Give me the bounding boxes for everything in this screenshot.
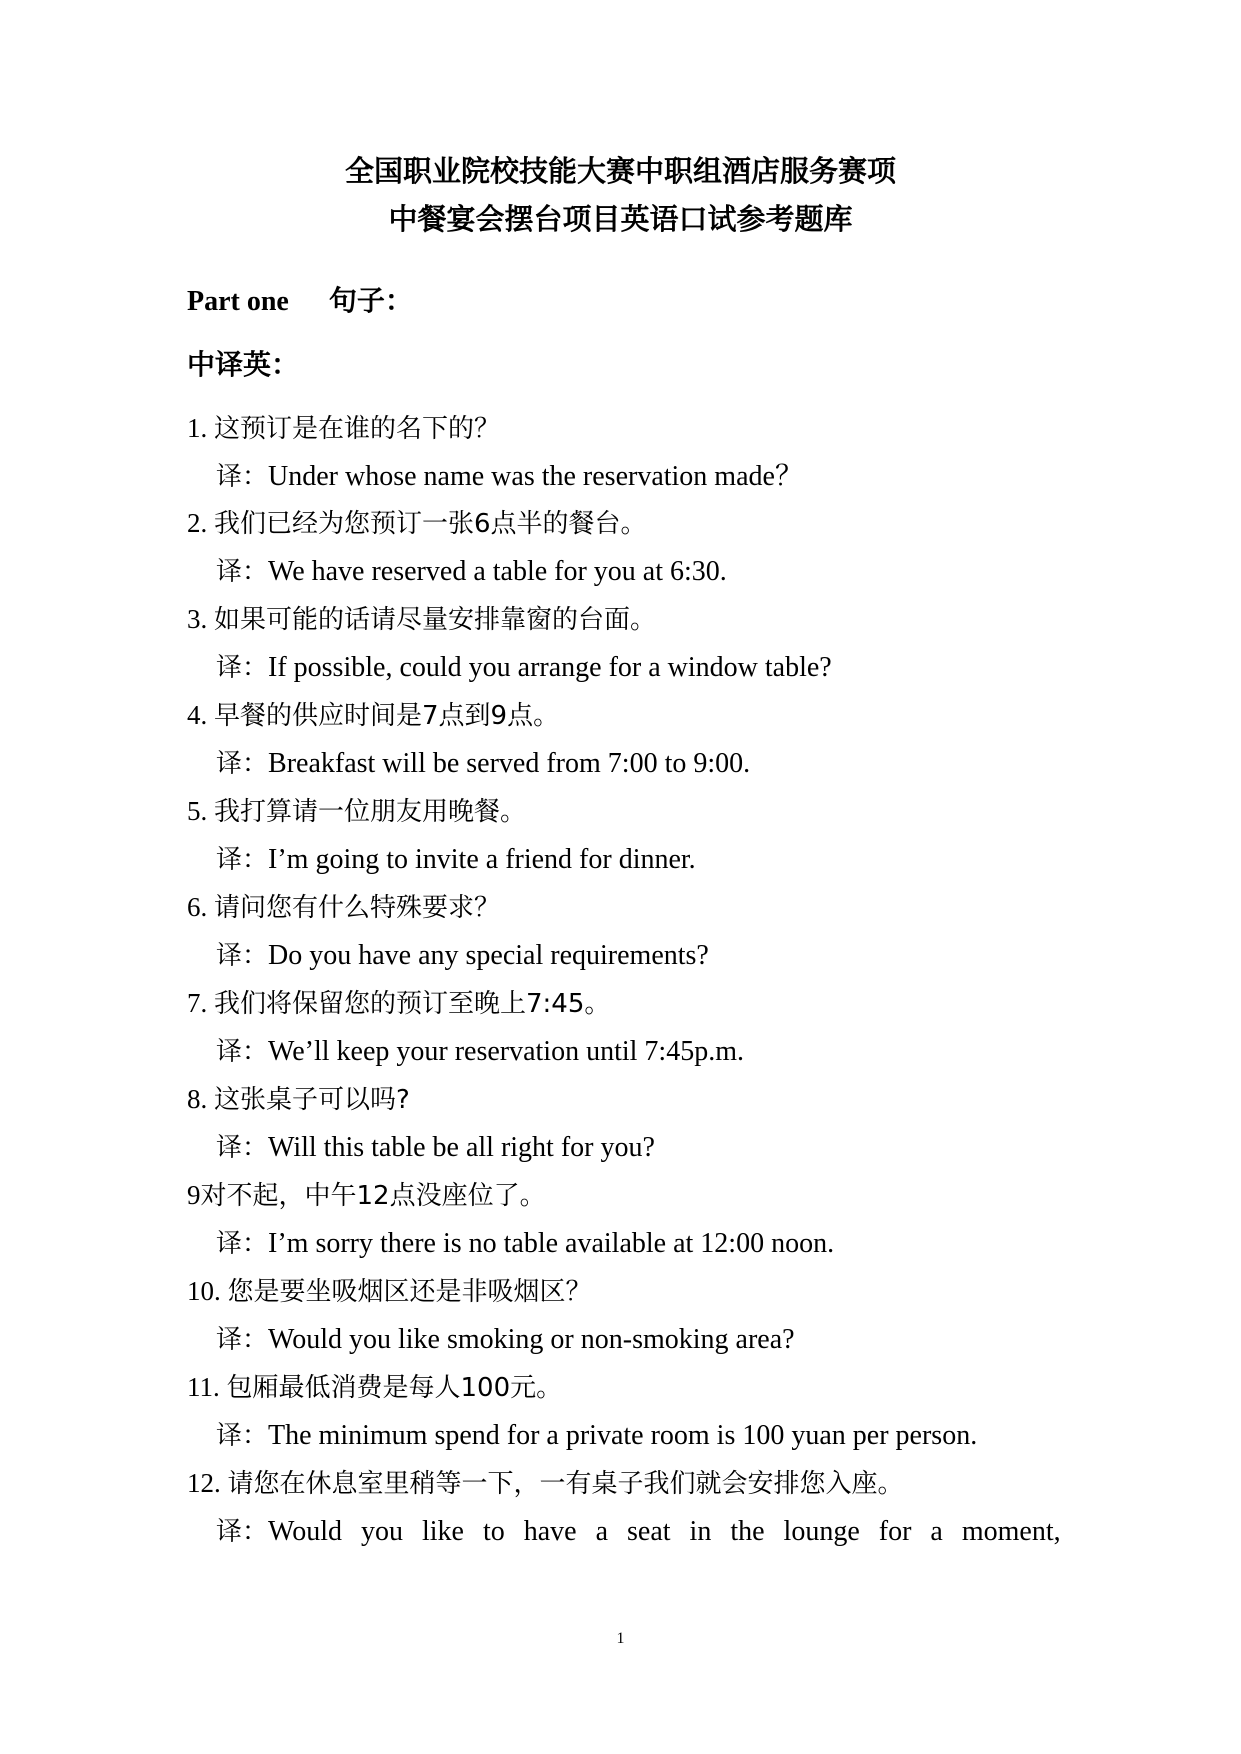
question-3 (187, 601, 656, 638)
answer-2 (216, 553, 727, 590)
answer-prefix: 译： (216, 462, 269, 492)
answer-prefix: 译： (216, 1229, 269, 1259)
answer-text: If possible, could you arrange for a window table? (268, 652, 832, 683)
page-number: 1 (616, 1630, 625, 1647)
part-title: 句子： (328, 284, 413, 317)
answer-10 (216, 1321, 795, 1358)
question-2 (187, 505, 647, 542)
answer-3 (216, 649, 832, 686)
question-9 (187, 1177, 546, 1214)
answer-7 (216, 1033, 744, 1070)
question-text: 我打算请一位朋友用晚餐。 (214, 797, 527, 827)
question-5 (187, 793, 526, 830)
section-heading: 中译英： (187, 348, 300, 381)
question-number: 10. (187, 1276, 228, 1306)
question-number: 4. (187, 700, 214, 730)
answer-11 (216, 1417, 977, 1454)
answer-4 (216, 745, 750, 782)
question-text: 包厢最低消费是每人100元。 (226, 1373, 563, 1403)
answer-12 (216, 1513, 1061, 1550)
question-11 (187, 1369, 562, 1406)
question-1 (187, 410, 500, 447)
answer-prefix: 译： (216, 1325, 269, 1355)
question-number: 8. (187, 1084, 214, 1114)
part-heading (187, 283, 413, 320)
answer-text: I’m going to invite a friend for dinner. (268, 844, 696, 875)
part-label: Part one (187, 286, 289, 317)
answer-text: Do you have any special requirements? (268, 940, 709, 971)
answer-9 (216, 1225, 834, 1262)
answer-prefix: 译： (216, 1037, 269, 1067)
question-number: 7. (187, 988, 214, 1018)
answer-8 (216, 1129, 655, 1166)
question-12 (187, 1465, 904, 1502)
answer-text: I’m sorry there is no table available at 12:00 noon. (268, 1228, 835, 1259)
question-text: 请您在休息室里稍等一下，一有桌子我们就会安排您入座。 (227, 1469, 904, 1499)
question-number: 9 (187, 1180, 201, 1210)
question-number: 3. (187, 604, 214, 634)
answer-prefix: 译： (216, 557, 269, 587)
question-number: 2. (187, 508, 214, 538)
answer-prefix: 译： (216, 845, 269, 875)
answer-6 (216, 937, 709, 974)
document-title-line-1: 全国职业院校技能大赛中职组酒店服务赛项 (344, 154, 896, 188)
question-text: 请问您有什么特殊要求？ (214, 893, 501, 923)
question-number: 1. (187, 413, 214, 443)
question-text: 您是要坐吸烟区还是非吸烟区？ (227, 1277, 592, 1307)
question-text: 对不起，中午12点没座位了。 (200, 1181, 546, 1211)
question-text: 早餐的供应时间是7点到9点。 (214, 701, 560, 731)
answer-prefix: 译： (216, 1421, 269, 1451)
question-number: 11. (187, 1372, 227, 1402)
answer-text: Under whose name was the reservation made？ (268, 461, 803, 492)
answer-text: Would you like to have a seat in the lounge for a moment, (268, 1516, 1061, 1547)
question-text: 如果可能的话请尽量安排靠窗的台面。 (214, 605, 657, 635)
answer-prefix: 译： (216, 1517, 269, 1547)
question-number: 12. (187, 1468, 228, 1498)
answer-text: We have reserved a table for you at 6:30. (268, 556, 727, 587)
question-text: 这预订是在谁的名下的？ (214, 414, 501, 444)
answer-text: Breakfast will be served from 7:00 to 9:00. (268, 748, 751, 779)
answer-5 (216, 841, 696, 878)
answer-prefix: 译： (216, 749, 269, 779)
answer-prefix: 译： (216, 1133, 269, 1163)
answer-text: The minimum spend for a private room is 100 yuan per person. (268, 1420, 978, 1451)
question-10 (187, 1273, 592, 1310)
question-6 (187, 889, 500, 926)
question-8 (187, 1081, 410, 1118)
question-number: 5. (187, 796, 214, 826)
answer-text: Will this table be all right for you? (268, 1132, 655, 1163)
answer-text: Would you like smoking or non-smoking area? (268, 1324, 795, 1355)
question-text: 我们已经为您预订一张6点半的餐台。 (214, 509, 647, 539)
question-7 (187, 985, 610, 1022)
question-text: 这张桌子可以吗? (214, 1085, 410, 1115)
answer-prefix: 译： (216, 653, 269, 683)
question-4 (187, 697, 559, 734)
answer-text: We’ll keep your reservation until 7:45p.m. (268, 1036, 744, 1067)
question-text: 我们将保留您的预订至晚上7:45。 (214, 989, 611, 1019)
document-title-line-2: 中餐宴会摆台项目英语口试参考题库 (388, 202, 853, 236)
answer-prefix: 译： (216, 941, 269, 971)
answer-1 (216, 458, 803, 495)
question-number: 6. (187, 892, 214, 922)
